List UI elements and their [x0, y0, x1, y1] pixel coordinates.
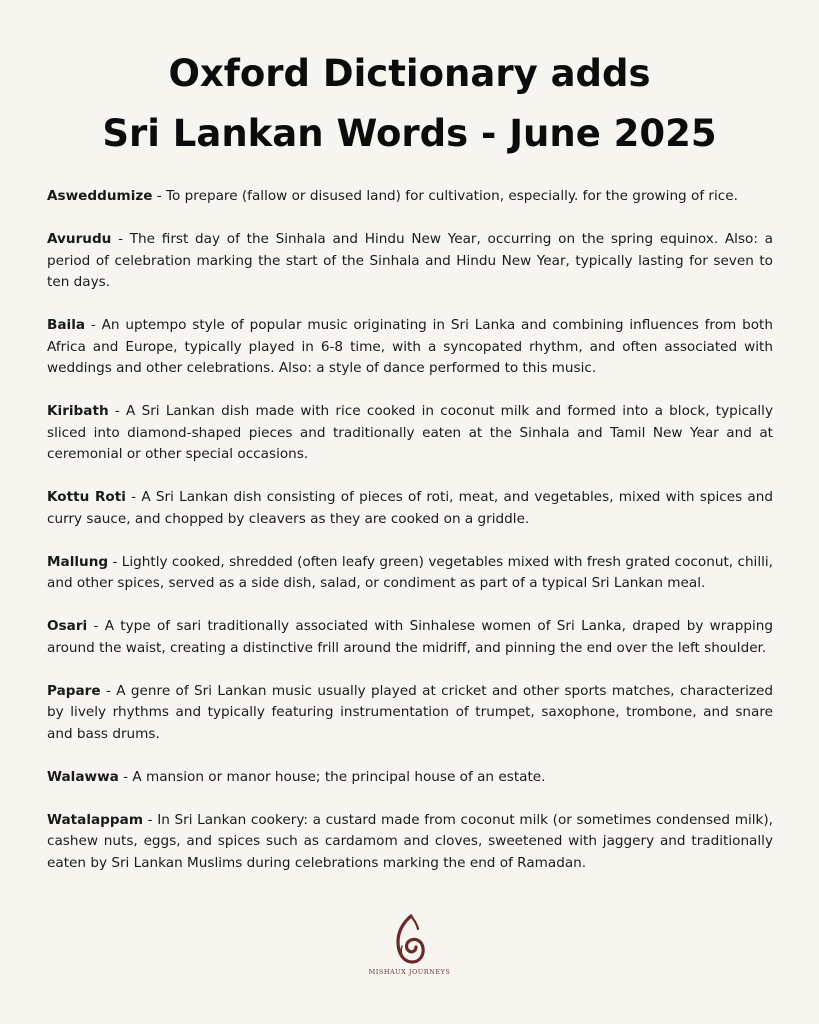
entry-definition: - The first day of the Sinhala and Hindu New Year, occurring on the spring equinox. Also: a period of celebration marking the start of the Sinhala and Hindu New Year, typically lasting for seven to ten days. — [47, 231, 773, 290]
title-line-2: Sri Lankan Words - June 2025 — [102, 112, 717, 155]
entry-definition: - A mansion or manor house; the principal house of an estate. — [118, 768, 546, 785]
entry-term: Kottu Roti — [47, 489, 126, 505]
word-list — [47, 186, 773, 896]
entry-term: Osari — [47, 618, 88, 634]
entry-definition: - A Sri Lankan dish made with rice cooked in coconut milk and formed into a block, typically sliced into diamond-shaped pieces and traditionally eaten at the Sinhala and Tamil New Year and at ceremonial or other special occasions. — [47, 403, 773, 462]
entry-definition: - To prepare (fallow or disused land) for cultivation, especially. for the growing of rice. — [152, 188, 738, 204]
title-line-1: Oxford Dictionary adds — [168, 52, 651, 95]
entry-watalappam — [47, 810, 773, 875]
entry-definition: - In Sri Lankan cookery: a custard made from coconut milk (or sometimes condensed milk), cashew nuts, eggs, and spices such as cardamom and cloves, sweetened with jaggery and traditionally eaten by Sri Lankan Muslims during celebrations marking the end of Ramadan. — [47, 811, 773, 871]
entry-definition: - A genre of Sri Lankan music usually played at cricket and other sports matches, characterized by lively rhythms and typically featuring instrumentation of trumpet, saxophone, trombone, and snare and bass drums. — [47, 682, 773, 742]
swirl-logo-icon — [390, 912, 430, 966]
brand-logo — [0, 912, 819, 976]
entry-definition: - A type of sari traditionally associated with Sinhalese women of Sri Lanka, draped by wrapping around the waist, creating a distinctive frill around the midriff, and pinning the end over the left shoulder. — [47, 618, 773, 656]
page-title — [0, 44, 819, 164]
entry-definition: - An uptempo style of popular music originating in Sri Lanka and combining influences from both Africa and Europe, typically played in 6-8 time, with a syncopated rhythm, and often associated with weddings and other celebrations. Also: a style of dance performed to this music. — [47, 317, 773, 376]
entry-baila — [47, 315, 773, 380]
entry-mallung — [47, 552, 773, 595]
entry-asweddumize — [47, 186, 773, 208]
entry-avurudu — [47, 229, 773, 294]
entry-term: Avurudu — [47, 231, 112, 247]
entry-definition: - A Sri Lankan dish consisting of pieces of roti, meat, and vegetables, mixed with spices and curry sauce, and chopped by cleavers as they are cooked on a griddle. — [47, 489, 773, 527]
entry-term: Asweddumize — [47, 188, 153, 204]
entry-term: Baila — [47, 317, 86, 333]
entry-term: Papare — [47, 682, 101, 699]
entry-kiribath — [47, 401, 773, 466]
entry-definition: - Lightly cooked, shredded (often leafy green) vegetables mixed with fresh grated coconut, chilli, and other spices, served as a side dish, salad, or condiment as part of a typical Sri Lankan meal. — [47, 553, 773, 591]
entry-kottu-roti — [47, 487, 773, 530]
brand-name: MISHAUX JOURNEYS — [368, 968, 451, 976]
entry-term: Watalappam — [47, 811, 143, 828]
entry-walawwa — [47, 767, 773, 789]
entry-term: Walawwa — [47, 768, 119, 785]
entry-term: Kiribath — [47, 403, 109, 419]
entry-papare — [47, 681, 773, 746]
entry-osari — [47, 616, 773, 659]
entry-term: Mallung — [47, 553, 109, 570]
